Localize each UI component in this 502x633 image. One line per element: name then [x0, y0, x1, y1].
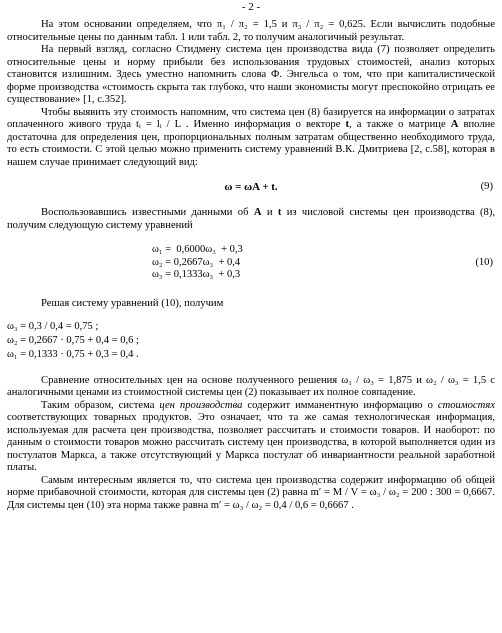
- document-page: [7, 0, 495, 512]
- paragraph-8: Самым интересным является то, что система цен производства содержит информацию об общей норме прибавочной стоимости, которая для системы цен (2) равна m′ = M / V = ω₃ / ω₂ = 200 : 300 = 0,6667. Для системы цен (10) эта норма также равна m′ = ω₃ / ω₂ = 0,4 / 0,6 = 0,6667 .: [7, 474, 495, 511]
- page-number: - 2 -: [241, 1, 261, 13]
- solution-omega1: ω₁ = 0,1333 · 0,75 + 0,3 = 0,4 .: [7, 348, 139, 360]
- solution-omega3: ω₃ = 0,3 / 0,4 = 0,75 ;: [7, 320, 99, 332]
- paragraph-3: Чтобы выявить эту стоимость напомним, что система цен (8) базируется на информации о затратах оплаченного живого труда tᵢ = lᵢ / L . Именно информация о векторе t, а также о матрице A вполне достаточна для определения цен, пропорциональных полным затратам общественно необходимого труда, то есть стоимости. С этой целью можно применить систему уравнений В.К. Дмитриева [2, с.58], которая в нашем случае принимает следующий вид:: [7, 106, 495, 168]
- paragraph-7: Таким образом, система цен производства содержит имманентную информацию о стоимостях соответствующих товарных продуктов. Это означает, что та же самая технологическая информация, используемая для расчета цен производства, позволяет рассчитать и стоимости товаров. И наоборот: по данным о стоимости товаров можно рассчитать систему цен производства, в которой выполняется один из постулатов Маркса, а также отсутствующий у Маркса постулат об инвариантности реальной заработной платы.: [7, 399, 496, 473]
- equation-system-10: [7, 244, 495, 284]
- equation-9-formula: ω = ωA + t.: [224, 181, 278, 193]
- solution-omega2: ω₂ = 0,2667 · 0,75 + 0,4 = 0,6 ;: [7, 334, 139, 346]
- system-equation-1: ω₁ = 0,6000ω₃ + 0,3: [152, 244, 243, 255]
- paragraph-1: На этом основании определяем, что π₁ / π₂ = 1,5 и π₃ / π₂ = 0,625. Если вычислить подобные относительные цены по данным табл. 1 или табл. 2, то получим аналогичный результат.: [7, 19, 495, 43]
- paragraph-5: Решая систему уравнений (10), получим: [41, 298, 224, 309]
- equation-10-number: (10): [475, 257, 493, 268]
- system-equation-2: ω₂ = 0,2667ω₃ + 0,4: [152, 256, 241, 268]
- paragraph-2: На первый взгляд, согласно Стидмену система цен производства вида (7) позволяет определить относительные цены и норму прибыли без использования трудовых стоимостей, анализ которых становится излишним. Здесь уместно напомнить слова Ф. Энгельса о том, что при капиталистической форме производства «стоимость скрыта так глубоко, что наши экономисты могут преспокойно отрицать ее существование» [1, с.352].: [7, 44, 495, 105]
- paragraph-6: Сравнение относительных цен на основе полученного решения ω₁ / ω₃ = 1,875 и ω₂ / ω₃ = 1,5 с аналогичными ценами из стоимостной системы цен (2) показывает их полное совпадение.: [7, 374, 495, 398]
- equation-9-number: (9): [480, 181, 493, 192]
- paragraph-4: Воспользовавшись известными данными об A и t из числовой системы цен производства (8), получим следующую систему уравнений: [7, 207, 495, 231]
- solution-list: [7, 321, 495, 363]
- system-equation-3: ω₃ = 0,1333ω₃ + 0,3: [152, 269, 241, 280]
- equation-9: [7, 181, 495, 195]
